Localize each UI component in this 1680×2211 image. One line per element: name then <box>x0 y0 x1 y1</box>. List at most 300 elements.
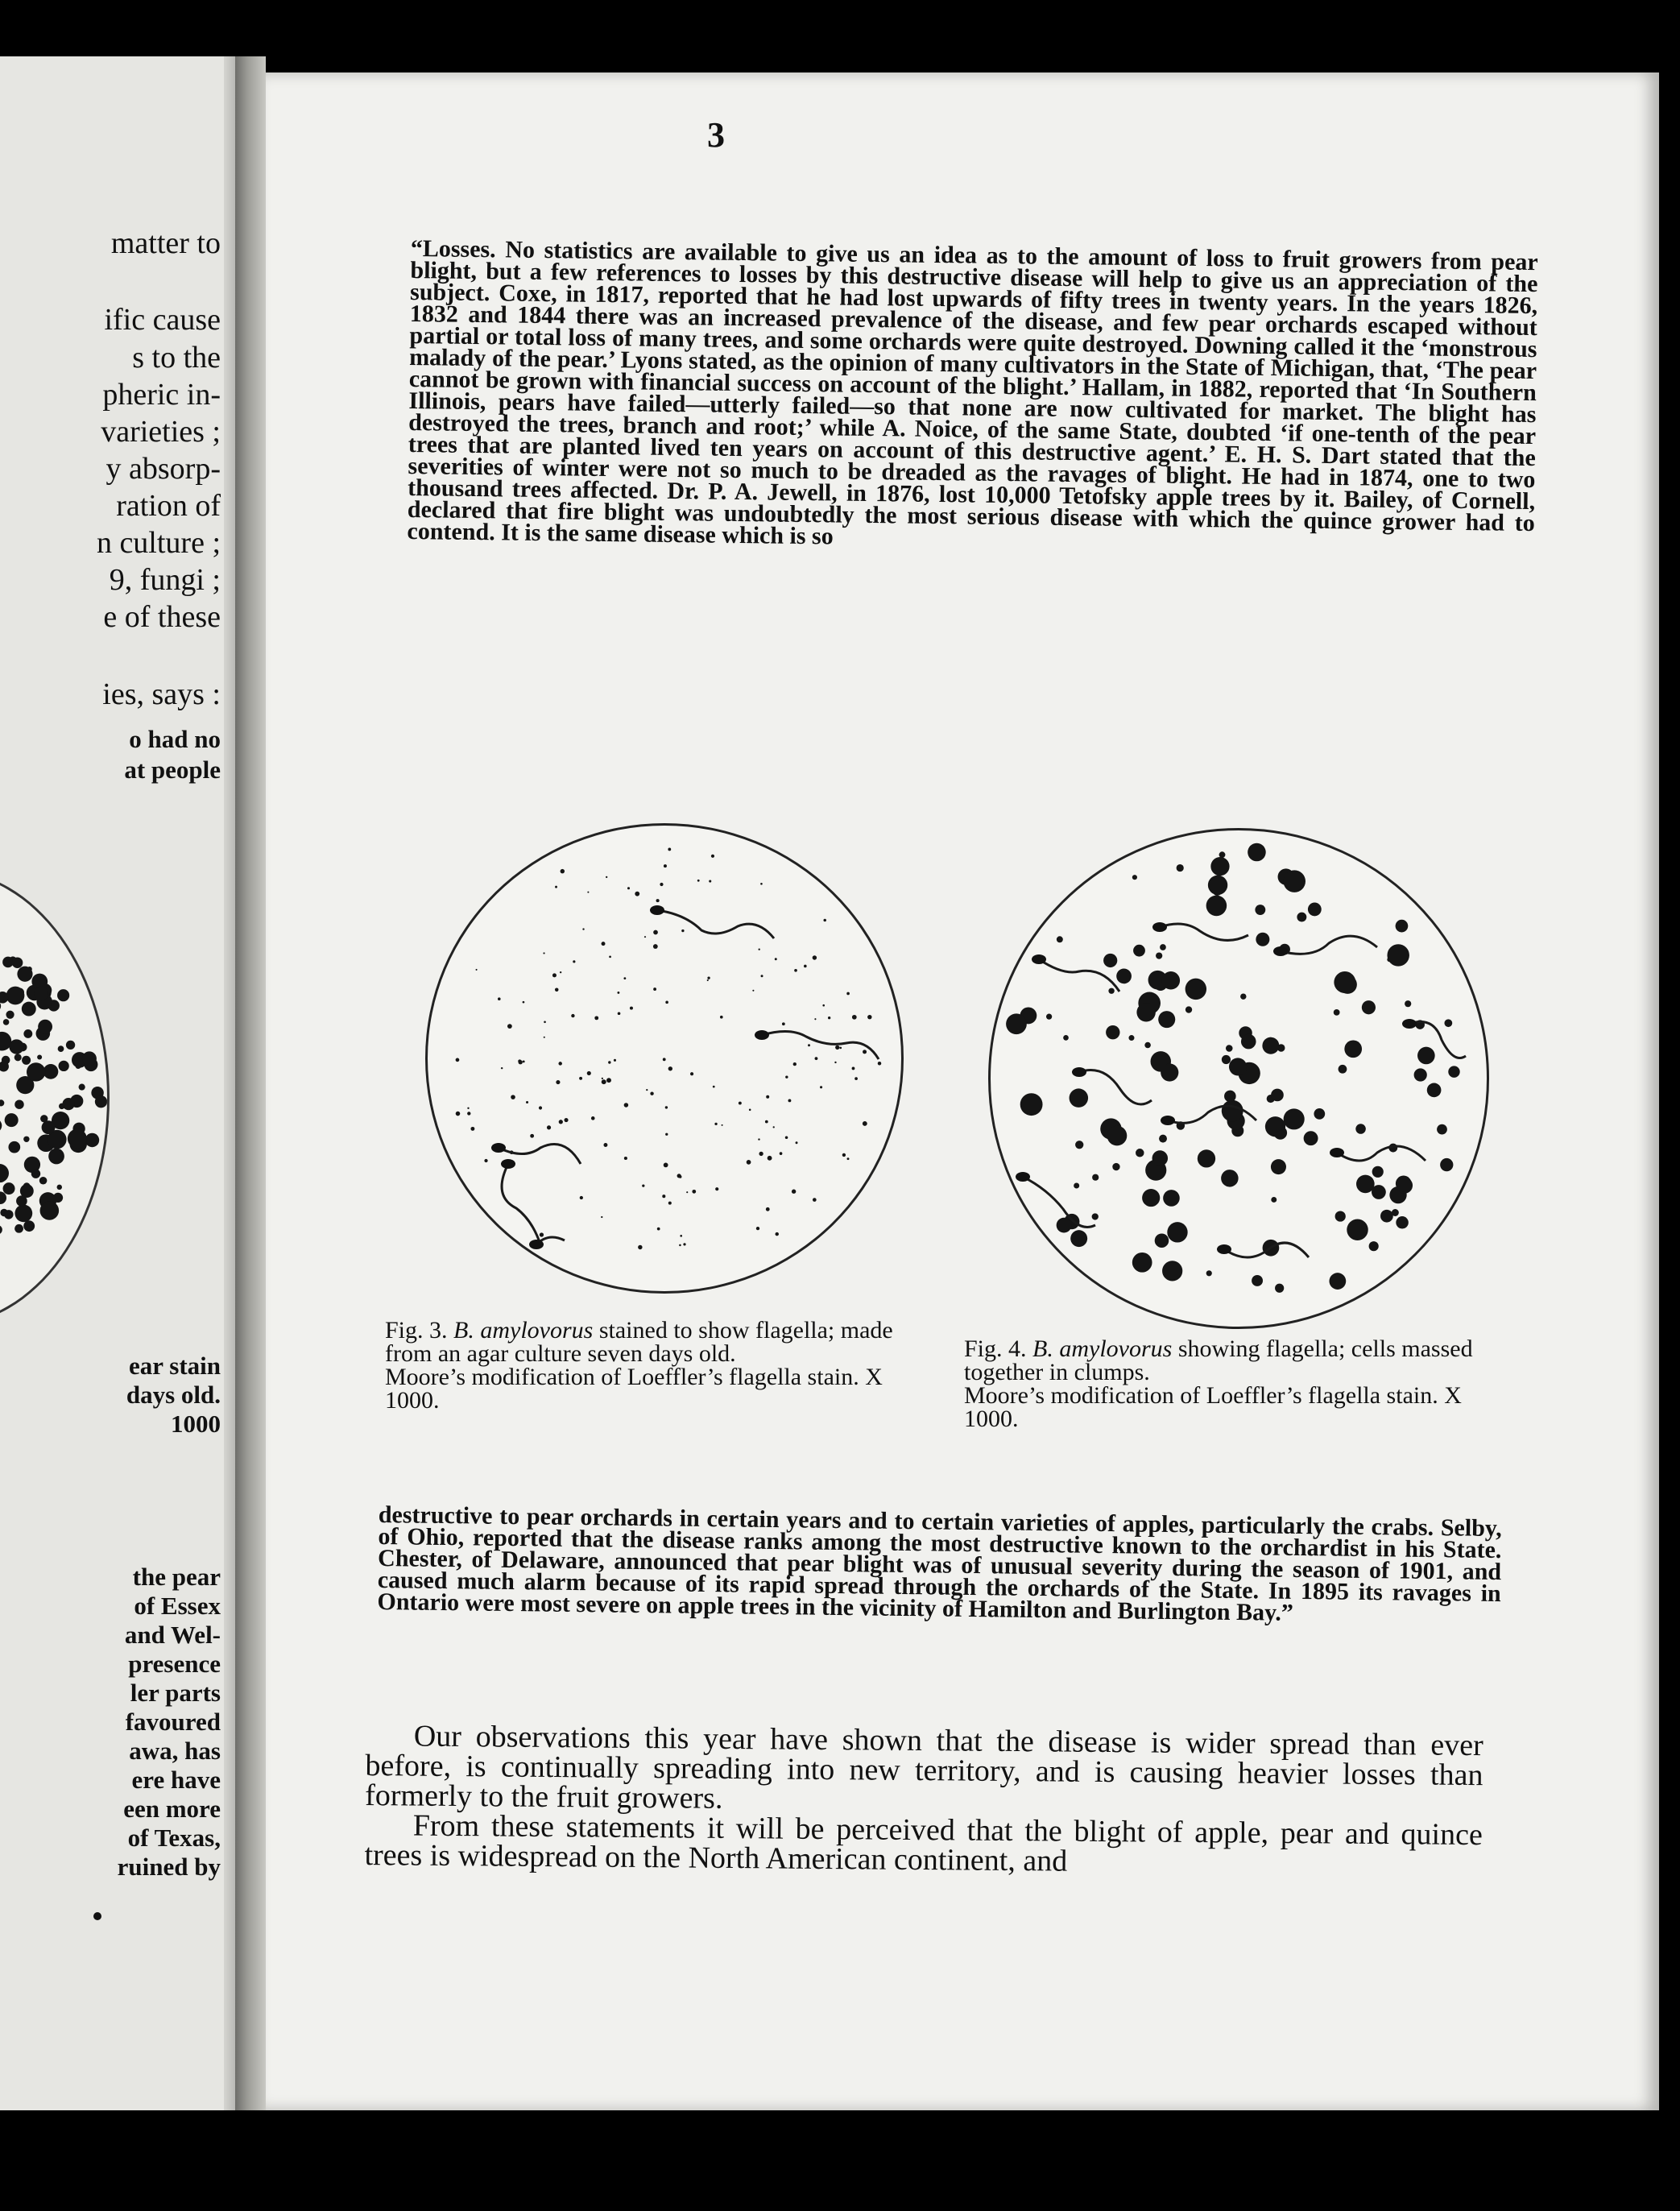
cell-clump <box>1116 968 1132 983</box>
cell-clump <box>1241 1034 1256 1050</box>
speckle <box>638 1245 642 1249</box>
speckle <box>603 1143 607 1147</box>
speckle <box>498 997 501 1000</box>
speckle <box>808 1044 810 1046</box>
speckle <box>602 942 606 946</box>
cell-clump <box>1362 1000 1376 1014</box>
flagellum <box>657 910 774 938</box>
speckle <box>501 1067 503 1069</box>
cell-clump <box>1314 1108 1325 1120</box>
speckle <box>747 1160 751 1165</box>
cell-clump <box>1427 1083 1442 1098</box>
cell-clump <box>23 1220 35 1232</box>
speckle <box>679 1175 682 1178</box>
cell-clump <box>3 1019 10 1025</box>
speckle <box>681 930 684 932</box>
cell-clump <box>1240 993 1246 999</box>
speckle <box>662 1195 665 1198</box>
cell-clump <box>5 1113 19 1127</box>
left-line: e of these <box>103 600 221 634</box>
cell-clump <box>1347 1219 1368 1240</box>
cell-clump <box>6 987 25 1005</box>
cell-clump <box>23 1029 32 1038</box>
speckle <box>707 976 710 979</box>
cell-clump <box>59 1103 64 1109</box>
speckle <box>683 1243 685 1245</box>
speckle <box>523 1001 525 1004</box>
speckle <box>863 1121 867 1126</box>
left-line: ere have <box>131 1766 221 1794</box>
cell-clump <box>79 1084 85 1091</box>
bacterium-cell <box>1273 946 1288 956</box>
cell-clump <box>1136 1003 1155 1021</box>
cell-clump <box>9 1039 23 1054</box>
bacterium-cell <box>1161 1116 1175 1125</box>
left-line: favoured <box>125 1708 221 1736</box>
cell-clump <box>1074 1182 1079 1188</box>
cell-clump <box>4 1184 11 1191</box>
cell-clump <box>1417 1047 1435 1065</box>
speckle <box>679 1244 681 1247</box>
speckle <box>618 1012 621 1015</box>
cell-clump <box>1155 1233 1169 1248</box>
speckle <box>646 1089 648 1091</box>
fig4-desc: showing flagella; cells massed together in clumps. <box>964 1335 1473 1385</box>
cell-clump <box>1277 1130 1285 1138</box>
cell-clump <box>1046 1014 1052 1020</box>
speckle <box>828 1016 830 1019</box>
left-caption-line: 1000 <box>171 1410 221 1438</box>
cell-clump <box>23 1137 29 1142</box>
speckle <box>609 955 611 958</box>
cell-clump <box>1075 1141 1083 1149</box>
cell-clump <box>1142 1189 1160 1207</box>
cell-clump <box>1271 1089 1284 1102</box>
speckle <box>644 936 646 938</box>
speckle <box>796 1141 798 1144</box>
speckle <box>793 1062 797 1066</box>
cell-clump <box>1356 1175 1375 1194</box>
speckle <box>579 1077 582 1080</box>
left-line: een more <box>123 1795 221 1823</box>
speckle <box>573 960 575 963</box>
speckle <box>467 1112 470 1115</box>
bacterium-cell <box>491 1143 506 1153</box>
speckle <box>608 1061 610 1063</box>
left-line: ific cause <box>104 303 221 337</box>
speckle <box>656 899 660 902</box>
cell-clump <box>1092 1213 1099 1219</box>
fig3-species: B. amylovorus <box>453 1317 594 1344</box>
fig3-stain: Moore’s modification of Loeffler’s flagella stain. X 1000. <box>385 1364 883 1414</box>
speckle <box>587 892 589 893</box>
speckle <box>813 955 817 959</box>
speckle <box>788 1099 791 1102</box>
speckle <box>591 1116 595 1120</box>
speckle <box>642 1185 644 1187</box>
speckle <box>507 1024 512 1029</box>
cell-clump <box>1132 875 1137 880</box>
cell-clump <box>1334 971 1355 993</box>
bacterium-cell <box>1330 1148 1344 1157</box>
bacterium-cell <box>501 1159 515 1169</box>
speckle <box>580 1196 583 1199</box>
cell-clump <box>1112 1163 1119 1170</box>
speckle <box>665 1106 668 1108</box>
cell-clump <box>37 1055 42 1060</box>
speckle <box>627 887 630 889</box>
speckle <box>759 1152 763 1156</box>
speckle <box>835 1045 839 1050</box>
cell-clump <box>1162 1261 1182 1281</box>
left-line: n culture ; <box>96 526 221 560</box>
flagellum <box>1281 936 1377 954</box>
cell-clump <box>1020 1093 1043 1116</box>
speckle <box>665 1001 668 1004</box>
speckle <box>660 883 663 886</box>
speckle <box>635 892 639 896</box>
cell-clump <box>17 967 32 982</box>
left-line: presence <box>128 1650 221 1678</box>
cell-clump <box>62 1098 74 1110</box>
cell-clump <box>1392 1209 1399 1216</box>
fig4-stain: Moore’s modification of Loeffler’s flagella stain. X 1000. <box>964 1382 1462 1432</box>
cell-clump <box>1136 1149 1144 1157</box>
cell-clump <box>14 1224 23 1233</box>
fig4-species: B. amylovorus <box>1032 1335 1173 1362</box>
cell-clump <box>14 1099 23 1108</box>
speckle <box>760 883 763 885</box>
speckle <box>782 1022 785 1025</box>
cell-clump <box>8 1141 20 1153</box>
cell-clump <box>1092 1174 1099 1181</box>
left-line: varieties ; <box>101 415 221 449</box>
cell-clump <box>58 1061 68 1071</box>
speckle <box>653 987 656 991</box>
cell-clump <box>1219 851 1226 858</box>
cell-clump <box>1106 1025 1119 1039</box>
speckle <box>470 1127 474 1131</box>
speckle <box>749 1109 751 1112</box>
body-paragraph: Our observations this year have shown that the disease is wider spread than ever before, is continually spreading into new territory, and is causing heavier losses than formerly to the fruit growers. <box>365 1719 1483 1816</box>
speckle <box>768 1156 772 1161</box>
cell-clump <box>1108 988 1114 994</box>
cell-clump <box>1133 945 1145 957</box>
cell-clump <box>22 1056 31 1065</box>
speckle <box>664 1162 668 1167</box>
cell-clump <box>1398 921 1404 927</box>
speckle <box>484 1159 487 1162</box>
speckle <box>820 1086 822 1088</box>
speckle <box>456 1058 460 1062</box>
speckle <box>544 1037 545 1038</box>
quote-top-paragraph <box>407 235 1538 556</box>
speckle <box>668 1066 672 1070</box>
body-paragraph: From these statements it will be perceived that the blight of apple, pear and quince trees is widespread on the North American continent, and <box>364 1808 1483 1878</box>
speckle <box>839 1047 842 1050</box>
speckle <box>785 1136 788 1139</box>
flagellum <box>762 1031 879 1059</box>
cell-clump <box>1271 1159 1286 1174</box>
cell-clump <box>1380 1210 1393 1223</box>
cell-clump <box>1335 1211 1346 1221</box>
speckle <box>543 952 544 954</box>
speckle <box>556 1080 560 1084</box>
cell-clump <box>1283 870 1306 892</box>
cell-clump <box>1444 1019 1452 1027</box>
cell-clump <box>1206 1270 1212 1276</box>
speckle <box>467 1108 469 1109</box>
cell-clump <box>16 1195 27 1207</box>
quote-bottom-text: destructive to pear orchards in certain years and to certain varieties of apples, particularly the crabs. Selby, of Ohio, reported that the disease ranks among the most destructive known to the orchardist in his State. Chester, of Delaware, announced that pear blight was of unusual severity during the season of 1901, and caused much alarm because of its rapid spread through the orchards of the State. In 1895 its ravages in Ontario were most severe on apple trees in the vicinity of Hamilton and Burlington Bay.” <box>377 1501 1502 1626</box>
cell-clump <box>1070 1230 1087 1247</box>
left-dot <box>93 1912 101 1920</box>
speckle <box>822 1004 825 1007</box>
speckle <box>650 1092 653 1095</box>
cell-clump <box>1387 944 1409 966</box>
left-line: awa, has <box>129 1737 221 1765</box>
cell-clump <box>1057 1218 1072 1233</box>
speckle <box>785 1075 788 1078</box>
speckle <box>773 1126 775 1128</box>
cell-clump <box>1208 876 1227 895</box>
speckle <box>714 1123 717 1125</box>
speckle <box>523 1060 525 1062</box>
cell-clump <box>1144 1042 1151 1049</box>
speckle <box>665 1133 668 1136</box>
speckle <box>823 919 826 922</box>
fig3-label: Fig. 3. <box>385 1317 448 1344</box>
speckle <box>739 1102 742 1105</box>
cell-clump <box>1308 902 1322 916</box>
cell-clump <box>57 989 69 1001</box>
quote-top-text: “Losses. No statistics are available to give us an idea as to the amount of loss to fruit growers from pear blight, but a few references to losses by this destructive disease will help to give us an appreciation of the subject. Coxe, in 1817, reported that he had lost upwards of fifty trees in twenty years. In the years 1826, 1832 and 1844 there was an increased prevalence of the disease, and few pear orchards escaped without partial or total loss of many trees, and some orchards were quite destroyed. Downing called it the ‘monstrous malady of the pear.’ Lyons stated, as the opinion of many cultivators in the State of Michigan, that, ‘The pear cannot be grown with financial success on account of the blight.’ Hallam, in 1882, reported that ‘In Southern Illinois, pears have failed—utterly failed—so that none are now cultivated for market. The blight has destroyed the trees, branch and root;’ while A. Noice, of the same State, doubted ‘if one-tenth of the pear trees that are planted lived ten years on account of this destructive agent.’ E. H. S. Dart stated that the severities of winter were not so much to be dreaded as the ravages of blight. He had in 1874, one to two thousand trees affected. Dr. P. A. Jewell, in 1876, lost 10,000 Tetofsky apple trees by it. Bailey, of Cornell, declared that fire blight was undoubtedly the most serious disease with which the quince grower had to contend. It is the same disease which is so <box>407 235 1538 550</box>
left-caption-line: days old. <box>126 1381 221 1409</box>
cell-clump <box>1448 1066 1459 1077</box>
cell-clump <box>1132 1252 1152 1273</box>
speckle <box>758 1138 759 1140</box>
cell-clump <box>1334 1009 1340 1016</box>
cell-clump <box>43 1064 59 1079</box>
quote-bottom-paragraph <box>377 1501 1502 1626</box>
speckle <box>571 1014 574 1017</box>
figure-3-micrograph <box>425 823 904 1294</box>
book-spine <box>235 56 266 2110</box>
speckle <box>476 969 478 971</box>
left-line: and Wel- <box>124 1621 221 1649</box>
speckle <box>692 1190 696 1194</box>
left-line: of Texas, <box>127 1824 221 1852</box>
speckle <box>561 869 565 873</box>
speckle <box>765 1120 768 1124</box>
speckle <box>686 1191 688 1193</box>
speckle <box>711 855 714 858</box>
left-line: s to the <box>132 341 221 375</box>
speckle <box>834 1062 836 1063</box>
speckle <box>664 864 667 867</box>
cell-clump <box>85 1133 99 1147</box>
cell-clump <box>1152 1150 1169 1166</box>
cell-clump <box>27 1062 45 1081</box>
left-line: ies, says : <box>102 677 221 711</box>
cell-clump <box>1198 1149 1215 1167</box>
cell-clump <box>22 1002 36 1016</box>
body-text <box>364 1721 1483 1880</box>
cell-clump <box>1271 1197 1277 1203</box>
bacterium-cell <box>529 1240 544 1249</box>
cell-clump <box>0 1099 4 1106</box>
bacterium-cell <box>755 1030 769 1040</box>
speckle <box>813 1198 817 1202</box>
speckle <box>697 880 700 882</box>
speckle <box>680 1235 682 1237</box>
speckle <box>663 1058 666 1061</box>
cell-clump <box>0 1225 2 1235</box>
speckle <box>690 1072 693 1075</box>
cell-clump <box>1248 843 1266 862</box>
cell-clump <box>1156 952 1162 959</box>
cell-clump <box>48 1149 64 1165</box>
left-line: ruined by <box>117 1853 221 1881</box>
speckle <box>560 971 561 973</box>
cell-clump <box>1339 1065 1347 1074</box>
left-line: y absorp- <box>106 452 221 486</box>
cell-clump <box>1414 1068 1427 1081</box>
flagellum <box>1337 1146 1426 1161</box>
cell-clump <box>1070 1088 1089 1108</box>
figure-3-caption <box>385 1319 921 1412</box>
cell-clump <box>1057 936 1063 942</box>
speckle <box>761 975 763 977</box>
cell-clump <box>1369 1241 1379 1251</box>
cell-clump <box>1158 1011 1175 1028</box>
speckle <box>594 1016 598 1020</box>
speckle <box>720 1016 723 1019</box>
cell-clump <box>1437 1124 1447 1135</box>
cell-clump <box>1256 933 1269 946</box>
bacterium-cell <box>650 905 664 915</box>
cell-clump <box>0 1164 9 1182</box>
cell-clump <box>58 1045 64 1052</box>
speckle <box>852 1067 855 1070</box>
speckle <box>775 1232 778 1236</box>
speckle <box>623 977 626 979</box>
left-line: the pear <box>132 1563 221 1591</box>
cell-clump <box>1210 857 1229 876</box>
speckle <box>552 973 557 977</box>
speckle <box>722 1124 723 1126</box>
cell-clump <box>1160 944 1166 950</box>
speckle <box>539 1106 542 1109</box>
cell-clump <box>4 1210 13 1219</box>
speckle <box>878 1062 881 1065</box>
cell-clump <box>1167 1222 1187 1242</box>
speckle <box>814 1018 816 1020</box>
cell-clump <box>66 1041 75 1050</box>
speckle <box>852 1015 857 1020</box>
speckle <box>526 1101 528 1103</box>
speckle <box>847 1157 850 1160</box>
left-page <box>0 56 235 2110</box>
speckle <box>713 1086 715 1088</box>
speckle <box>582 928 584 930</box>
cell-clump <box>1161 1063 1178 1081</box>
speckle <box>518 1059 521 1062</box>
cell-clump <box>1222 1100 1243 1122</box>
speckle <box>547 1125 551 1129</box>
cell-clump <box>1440 1158 1453 1171</box>
bacterium-cell <box>1152 922 1167 932</box>
speckle <box>555 988 559 992</box>
cell-clump <box>1186 1006 1192 1012</box>
speckle <box>759 948 760 950</box>
cell-clump <box>6 1011 14 1019</box>
speckle <box>564 1118 568 1122</box>
cell-clump <box>1405 1000 1411 1007</box>
speckle <box>606 876 607 878</box>
speckle <box>709 880 711 882</box>
speckle <box>794 969 797 972</box>
bacterium-cell <box>1217 1244 1231 1254</box>
fig3-desc: stained to show flagella; made from an agar culture seven days old. <box>385 1317 893 1367</box>
cell-clump <box>12 957 23 968</box>
cell-clump <box>1329 1273 1346 1290</box>
cell-clump <box>1262 1037 1279 1054</box>
speckle <box>601 1216 602 1218</box>
speckle <box>624 1103 629 1108</box>
cell-clump <box>14 1204 32 1222</box>
cell-clump <box>1355 1124 1366 1134</box>
figure-4-micrograph <box>988 828 1489 1329</box>
speckle <box>668 1202 672 1205</box>
cell-clump <box>3 996 8 1001</box>
speckle <box>511 1095 515 1099</box>
cell-clump <box>1103 954 1117 967</box>
speckle <box>530 1134 534 1138</box>
speckle <box>587 1071 591 1075</box>
speckle <box>780 1152 783 1155</box>
cell-clump <box>14 1054 22 1061</box>
cell-clump <box>1162 971 1180 989</box>
speckle <box>653 944 658 949</box>
cell-clump <box>1361 1224 1366 1229</box>
speckle <box>854 1077 858 1080</box>
speckle <box>846 992 850 996</box>
cell-clump <box>1221 1170 1238 1186</box>
cell-clump <box>1128 1035 1134 1041</box>
speckle <box>630 1007 633 1010</box>
cell-clump <box>1252 1275 1263 1286</box>
left-line: matter to <box>110 226 221 260</box>
speckle <box>715 1187 718 1190</box>
cell-clump <box>1226 1045 1233 1052</box>
cell-clump <box>1255 905 1265 915</box>
cell-clump <box>34 987 48 1001</box>
cell-clump <box>31 1169 40 1178</box>
cell-clump <box>1186 979 1206 1000</box>
cell-clump <box>82 1051 97 1066</box>
cell-clump <box>0 1119 2 1132</box>
speckle <box>815 1057 818 1060</box>
cell-clump <box>95 1095 107 1108</box>
cell-clump <box>23 1182 31 1190</box>
page-number: 3 <box>707 115 725 155</box>
speckle <box>602 1078 603 1079</box>
speckle <box>558 1062 562 1066</box>
speckle <box>707 979 709 981</box>
speckle <box>614 1059 616 1062</box>
cell-clump <box>1163 1190 1180 1207</box>
